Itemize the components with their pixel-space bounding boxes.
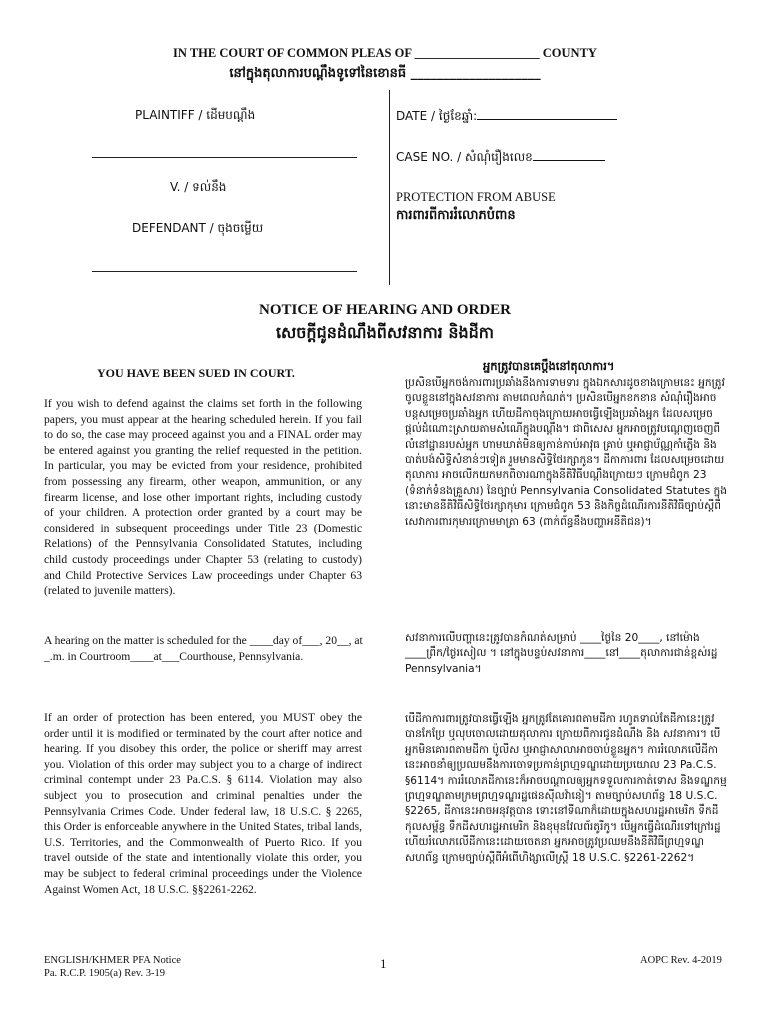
notice-title-kh: សេចក្ដីជូនដំណឹងពីសវនាការ និងដីកា bbox=[275, 323, 495, 342]
court-heading-en: IN THE COURT OF COMMON PLEAS OF ____________________ COUNTY bbox=[173, 46, 597, 60]
hearing-paragraph-kh: សវនាការលើបញ្ហានេះត្រូវបានកំណត់សម្រាប់ ____ថ្ងៃនៃ 20____, នៅម៉ោង ____ព្រឹក/ថ្ងៃរសៀល ។ នៅក្នុងបន្ទប់សវនាការ____នៅ____តុលាការជាន់ខ្ពស់រដ្ឋ Pennsylvania។ bbox=[405, 632, 718, 675]
date-field: DATE / ថ្ងៃខែឆ្នាំ: bbox=[396, 107, 617, 126]
plaintiff-label: PLAINTIFF / ដើមបណ្ដឹង bbox=[135, 108, 256, 122]
sued-paragraph-kh: ប្រសិនបើអ្នកចង់ការពារប្រឆាំងនឹងការទាមទារ ក្នុងឯកសារដូចខាងក្រោមនេះ អ្នកត្រូវចូលខ្លួននៅក្នុងសវនាការ តាមពេលកំណត់។ ប្រសិនបើអ្នកខកខាន សំណុំរឿងអាចបន្តសម្រេចប្រឆាំងអ្នក ហើយដីកាចុងក្រោយអាចធ្វើឡើងប្រឆាំងអ្នក ដែលសម្រេចផ្ដល់ដំណោះស្រាយតាមសំណើក្នុងបណ្ដឹង។ ជាពិសេស អ្នកអាចត្រូវបណ្ដេញចេញពីលំនៅដ្ឋានរបស់អ្នក ហាមឃាត់មិនឲ្យកាន់កាប់អាវុធ គ្រាប់ ឬអាជ្ញាប័ណ្ណកាំភ្លើង និងបាត់បង់សិទ្ធិសំខាន់ៗទៀត រួមមានសិទ្ធិថែរក្សាកូន។ ដីកាការពារ ដែលសម្រេចដោយតុលាការ អាចលើកយកមកពិចារណាក្នុងនីតិវិធីបណ្ដឹងក្រោយៗ ក្រោមជំពូក 23 (ទំនាក់ទំនងគ្រួសារ) នៃច្បាប់ Pennsylvania Consolidated Statutes ក្នុងនោះមាននីតិវិធីសិទ្ធិថែរក្សាកុមារ ក្រោមជំពូក 53 និងកិច្ចដំណើរការនីតិវិធីច្បាប់ស្ដីពីសេវាការពារកុមារក្រោមមាត្រា 63 (ពាក់ព័ន្ធនឹងបញ្ហាអនីតិជន)។ bbox=[405, 377, 727, 528]
sued-paragraph-en: If you wish to defend against the claims set forth in the following papers, you must appear at the hearing scheduled herein. If you fail to do so, the case may proceed against you and a FINAL order may be entered against you granting the relief requested in the petition. In particular, you may be evicted from your residence, prohibited from possessing any firearm, other weapon, ammunition, or any firearm license, and lose other important rights, including custody of your children. A protection order granted by a court may be considered in subsequent proceedings under Title 23 (Domestic Relations) of the Pennsylvania Consolidated Statutes, including child custody proceedings under Chapter 53 (relating to custody) and Child Protective Services Law proceedings under Chapter 63 (related to juvenile matters). bbox=[44, 397, 362, 598]
footer-form-name: ENGLISH/KHMER PFA Notice bbox=[44, 955, 181, 966]
pfa-label-en: PROTECTION FROM ABUSE bbox=[396, 190, 556, 204]
sued-heading-kh: អ្នកត្រូវបានគេប្ដឹងនៅតុលាការ។ bbox=[483, 359, 615, 373]
versus-label: V. / ទល់នឹង bbox=[170, 180, 227, 194]
footer-revision: AOPC Rev. 4-2019 bbox=[640, 955, 722, 966]
court-heading-kh: នៅក្នុងតុលាការបណ្ដឹងទូទៅនៃខោនធី ____________________ bbox=[229, 66, 541, 81]
page-number: 1 bbox=[380, 956, 387, 971]
footer-rule-ref: Pa. R.C.P. 1905(a) Rev. 3-19 bbox=[44, 968, 165, 979]
order-paragraph-kh: បើដីកាការពារត្រូវបានធ្វើឡើង អ្នកត្រូវតែគោរពតាមដីកា រហូតទាល់តែដីកានេះត្រូវបានកែប្រែ ឬលុបចោលដោយតុលាការ ក្រោយពីការជូនដំណឹង និង សវនាការ។ បើអ្នកមិនគោរពតាមដីកា ប៉ូលីស ឬអាជ្ញាសាលាអាចចាប់ខ្លួនអ្នក។ ការរំលោភលើដីកានេះអាចនាំឲ្យប្រឈមនឹងការចោទប្រកាន់ព្រហ្មទណ្ឌដោយប្រយោល 23 Pa.C.S. §6114។ ការរំលោភដីកានេះក៏អាចបណ្ដាលឲ្យអ្នកទទួលការកាត់ទោស និងទណ្ឌកម្មព្រហ្មទណ្ឌតាមក្រមព្រហ្មទណ្ឌរដ្ឋផេនស៊ីលវ៉ានៀ។ តាមច្បាប់សហព័ន្ធ 18 U.S.C. §2265, ដីកានេះអាចអនុវត្តបាន ទោះនៅទីណាក៏ដោយក្នុងសហរដ្ឋអាមេរិក ទឹកដីកុលសម្ព័ន្ធ ទឹកដីសហរដ្ឋអាមេរិក និងខុមុនវែលព័រតូរីកូ។ បើអ្នកធ្វើដំណើរទៅក្រៅរដ្ឋ ហើយរំលោភលើដីកានេះដោយចេតនា អ្នកអាចត្រូវប្រឈមនឹងនីតិវិធីព្រហ្មទណ្ឌសហព័ន្ធ ក្រោមច្បាប់ស្ដីពីអំពើហិង្សាលើស្ត្រី 18 U.S.C. §2261-2262។ bbox=[405, 713, 727, 864]
caption-divider bbox=[389, 90, 390, 285]
pfa-label-kh: ការពារពីការរំលោភបំពាន bbox=[396, 208, 516, 223]
case-number-field: CASE NO. / សំណុំរឿងលេខ bbox=[396, 148, 605, 167]
defendant-name-line bbox=[92, 271, 357, 272]
notice-title-en: NOTICE OF HEARING AND ORDER bbox=[259, 302, 511, 318]
sued-heading-en: YOU HAVE BEEN SUED IN COURT. bbox=[97, 366, 295, 380]
defendant-label: DEFENDANT / ចុងចម្លើយ bbox=[132, 221, 264, 235]
hearing-paragraph-en: A hearing on the matter is scheduled for the ____day of___, 20__, at _.m. in Courtroom____at___Courthouse, Pennsylvania. bbox=[44, 634, 363, 663]
order-paragraph-en: If an order of protection has been entered, you MUST obey the order until it is modified or terminated by the court after notice and hearing. If you disobey this order, the police or sheriff may arrest you. Violation of this order may subject you to a charge of indirect criminal contempt under 23 Pa.C.S. § 6114. Violation may also subject you to prosecution and criminal penalties under the Pennsylvania Crimes Code. Under federal law, 18 U.S.C. § 2265, this Order is enforceable anywhere in the United States, tribal lands, U.S. Territories, and the Commonwealth of Puerto Rico. If you travel outside of the state and intentionally violate this order, you may be subject to federal criminal proceedings under the Violence Against Women Act, 18 U.S.C. §§2261-2262. bbox=[44, 711, 362, 896]
plaintiff-name-line bbox=[92, 157, 357, 158]
